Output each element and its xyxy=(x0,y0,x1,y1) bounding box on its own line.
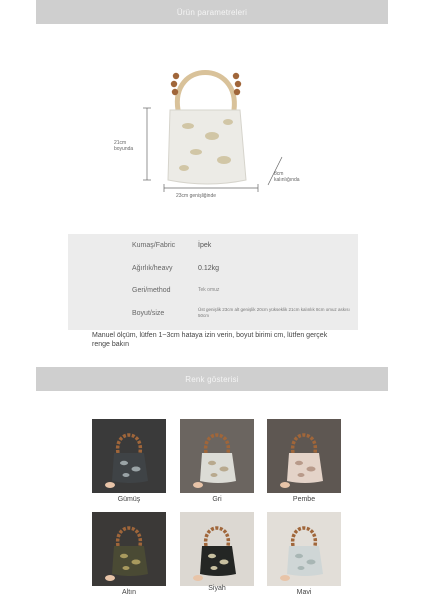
spec-value: 0.12kg xyxy=(198,265,220,272)
color-swatch-image[interactable] xyxy=(180,512,254,586)
color-swatch-image[interactable] xyxy=(267,419,341,493)
color-name-label: Gri xyxy=(212,496,222,503)
color-name-label: Altın xyxy=(121,589,136,596)
swatch-bag-illustration xyxy=(267,512,341,586)
spec-key: Ağırlık/heavy xyxy=(132,265,173,272)
width-label: 23cm genişliğinde xyxy=(176,193,217,199)
swatch-bag-illustration xyxy=(92,419,166,493)
spec-value: İpek xyxy=(198,242,212,249)
color-name-label: Gümüş xyxy=(117,496,141,503)
color-name-label: Mavi xyxy=(296,589,312,596)
color-swatch-image[interactable] xyxy=(180,419,254,493)
swatch-bag-illustration xyxy=(180,419,254,493)
swatch-bag-illustration xyxy=(180,512,254,586)
color-swatch-image[interactable] xyxy=(92,419,166,493)
spec-key: Boyut/size xyxy=(132,310,165,317)
height-label: 21cm boyunda xyxy=(114,140,134,152)
color-name-label: Siyah xyxy=(208,585,226,592)
spec-key: Kumaş/Fabric xyxy=(132,242,176,249)
bag-illustration xyxy=(100,40,310,210)
swatch-bag-illustration xyxy=(92,512,166,586)
product-params-banner xyxy=(36,0,388,24)
color-swatch-image[interactable] xyxy=(92,512,166,586)
depth-label: 8cm kalınlığında xyxy=(274,171,300,183)
measurement-note: Manuel ölçüm, lütfen 1~3cm hataya izin verin, boyut birimi cm, lütfen gerçek renge bakın xyxy=(92,332,328,348)
spec-value: Tek omuz xyxy=(198,287,220,293)
spec-table xyxy=(68,234,358,330)
color-display-title: Renk gösterisi xyxy=(185,374,239,384)
product-hero-image xyxy=(100,40,310,210)
spec-key: Geri/method xyxy=(132,287,171,294)
color-name-label: Pembe xyxy=(292,496,316,503)
product-params-title: Ürün parametreleri xyxy=(176,7,248,17)
swatch-bag-illustration xyxy=(267,419,341,493)
color-swatch-image[interactable] xyxy=(267,512,341,586)
color-display-banner xyxy=(36,367,388,391)
spec-value: Üst genişlik 23cm alt genişlik 20cm yükseklik 21cm kalınlık 8cm omuz askısı 50cm xyxy=(198,307,350,318)
